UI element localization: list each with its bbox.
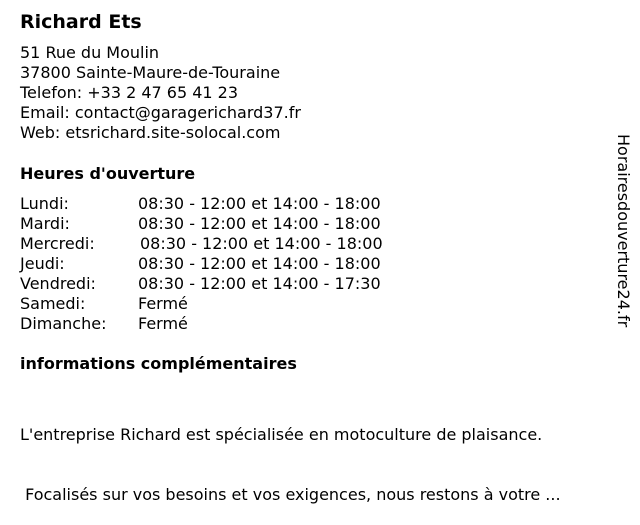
watermark-text: Horairesdouverture24.fr	[614, 134, 633, 328]
day-label: Lundi:	[20, 194, 69, 213]
day-label: Jeudi:	[20, 254, 65, 273]
watermark	[612, 134, 636, 374]
hours-value: 08:30 - 12:00 et 14:00 - 18:00	[140, 234, 383, 253]
business-name: Richard Ets	[20, 11, 142, 33]
address-city: 37800 Sainte-Maure-de-Touraine	[20, 63, 281, 82]
hours-value: Fermé	[138, 314, 188, 333]
hours-heading: Heures d'ouverture	[20, 164, 196, 183]
day-label: Mercredi:	[20, 234, 95, 253]
info-heading: informations complémentaires	[20, 354, 297, 373]
hours-value: 08:30 - 12:00 et 14:00 - 18:00	[138, 214, 381, 233]
description-line: L'entreprise Richard est spécialisée en motoculture de plaisance.	[20, 425, 543, 444]
email-line: Email: contact@garagerichard37.fr	[20, 103, 301, 122]
day-label: Dimanche:	[20, 314, 107, 333]
day-label: Mardi:	[20, 214, 70, 233]
day-label: Samedi:	[20, 294, 86, 313]
hours-value: Fermé	[138, 294, 188, 313]
address-street: 51 Rue du Moulin	[20, 43, 160, 62]
description-line: Focalisés sur vos besoins et vos exigences, nous restons à votre ...	[20, 485, 561, 504]
hours-value: 08:30 - 12:00 et 14:00 - 17:30	[138, 274, 381, 293]
web-line: Web: etsrichard.site-solocal.com	[20, 123, 281, 142]
hours-value: 08:30 - 12:00 et 14:00 - 18:00	[138, 194, 381, 213]
day-label: Vendredi:	[20, 274, 96, 293]
description-text	[20, 385, 561, 525]
hours-value: 08:30 - 12:00 et 14:00 - 18:00	[138, 254, 381, 273]
phone-line: Telefon: +33 2 47 65 41 23	[20, 83, 239, 102]
contact-block	[20, 43, 301, 143]
